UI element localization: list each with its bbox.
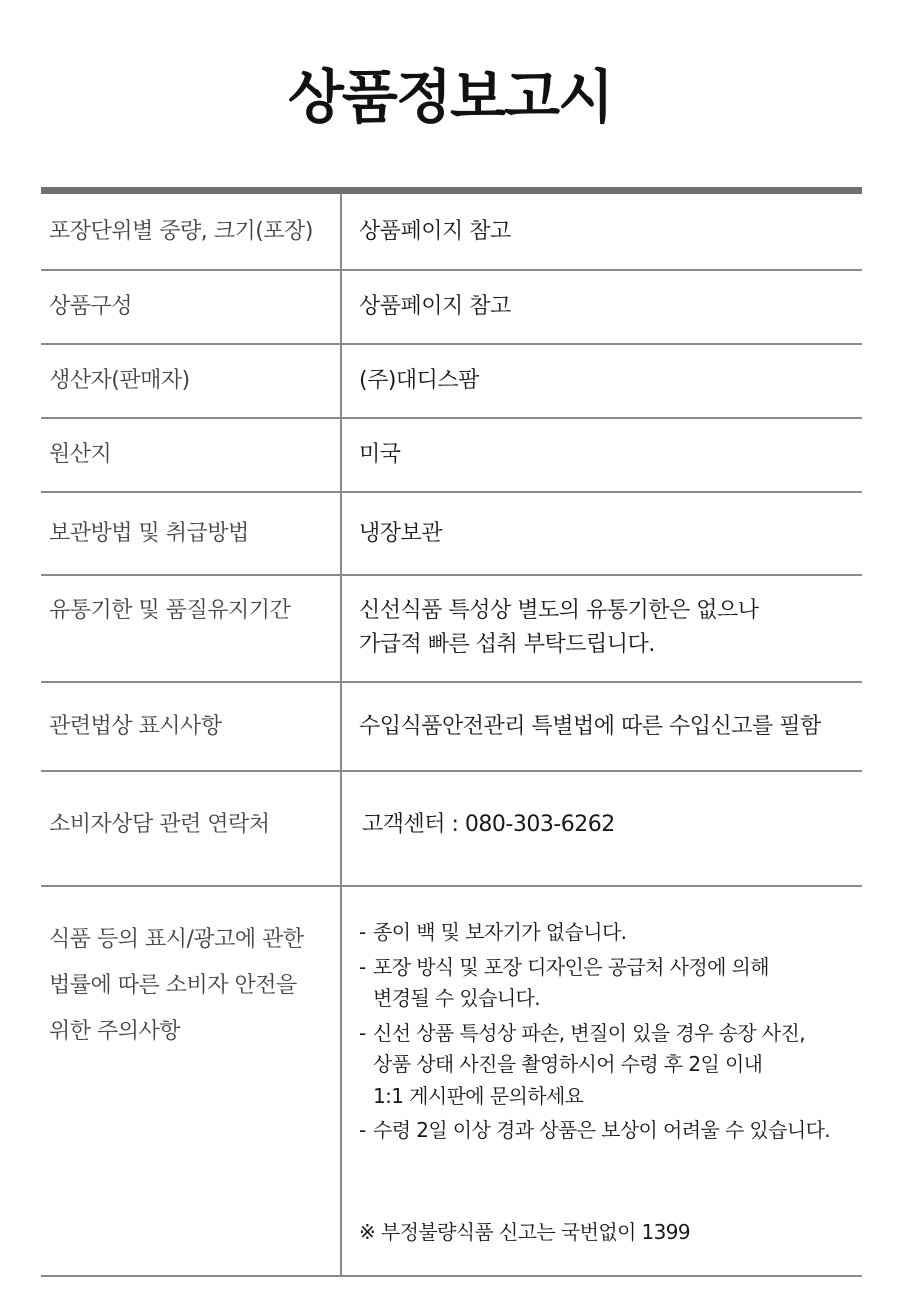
- list-item-text: 포장 방식 및 포장 디자인은 공급처 사정에 의해 변경될 수 있습니다.: [373, 954, 769, 1010]
- list-item-text: 수령 2일 이상 경과 상품은 보상이 어려울 수 있습니다.: [373, 1118, 831, 1142]
- list-item-text: 종이 백 및 보자기가 없습니다.: [373, 920, 627, 944]
- table-row: [41, 194, 862, 271]
- table-row: [41, 683, 862, 772]
- row-label: 소비자상담 관련 연락처: [41, 772, 342, 885]
- list-item-text: 신선 상품 특성상 파손, 변질이 있을 경우 송장 사진, 상품 상태 사진을 촬영하시어 수령 후 2일 이내 1:1 게시판에 문의하세요: [373, 1020, 805, 1108]
- table-row: [41, 493, 862, 576]
- row-label: 상품구성: [41, 271, 342, 343]
- table-row: [41, 345, 862, 419]
- product-info-table: [41, 194, 862, 1277]
- notice-content: [342, 887, 862, 1275]
- row-value: 미국: [359, 442, 401, 467]
- list-dash: -: [359, 920, 366, 944]
- list-dash: -: [359, 1020, 366, 1045]
- row-label: 유통기한 및 품질유지기간: [41, 576, 342, 681]
- row-label: 원산지: [41, 419, 342, 491]
- table-row: [41, 772, 862, 887]
- table-top-border: [41, 187, 862, 194]
- row-value: 냉장보관: [359, 520, 443, 546]
- list-dash: -: [359, 1118, 366, 1142]
- row-label: 관련법상 표시사항: [41, 683, 342, 770]
- row-value: 상품페이지 참고: [359, 218, 511, 244]
- row-label: 생산자(판매자): [41, 345, 342, 417]
- page-title: 상품정보고시: [287, 63, 613, 131]
- table-row: [41, 419, 862, 493]
- row-label: 포장단위별 중량, 크기(포장): [41, 194, 342, 269]
- report-footnote: ※ 부정불량식품 신고는 국번없이 1399: [359, 1220, 691, 1244]
- list-item: [359, 1115, 862, 1147]
- list-item: [359, 917, 862, 949]
- list-item: [359, 1018, 862, 1113]
- table-row: [41, 271, 862, 345]
- row-value: 수입식품안전관리 특별법에 따른 수입신고를 필함: [359, 713, 821, 739]
- row-value: 고객센터 : 080-303-6262: [362, 812, 615, 837]
- notice-label: 식품 등의 표시/광고에 관한 법률에 따른 소비자 안전을 위한 주의사항: [41, 887, 342, 1275]
- row-value: 신선식품 특성상 별도의 유통기한은 없으나 가급적 빠른 섭취 부탁드립니다.: [359, 598, 759, 657]
- row-value: (주)대디스팜: [359, 368, 479, 393]
- list-item: [359, 952, 862, 1015]
- notice-list: [359, 887, 862, 1147]
- table-row: [41, 576, 862, 683]
- notice-row: [41, 887, 862, 1277]
- list-dash: -: [359, 954, 366, 979]
- row-label: 보관방법 및 취급방법: [41, 493, 342, 574]
- row-value: 상품페이지 참고: [359, 294, 511, 319]
